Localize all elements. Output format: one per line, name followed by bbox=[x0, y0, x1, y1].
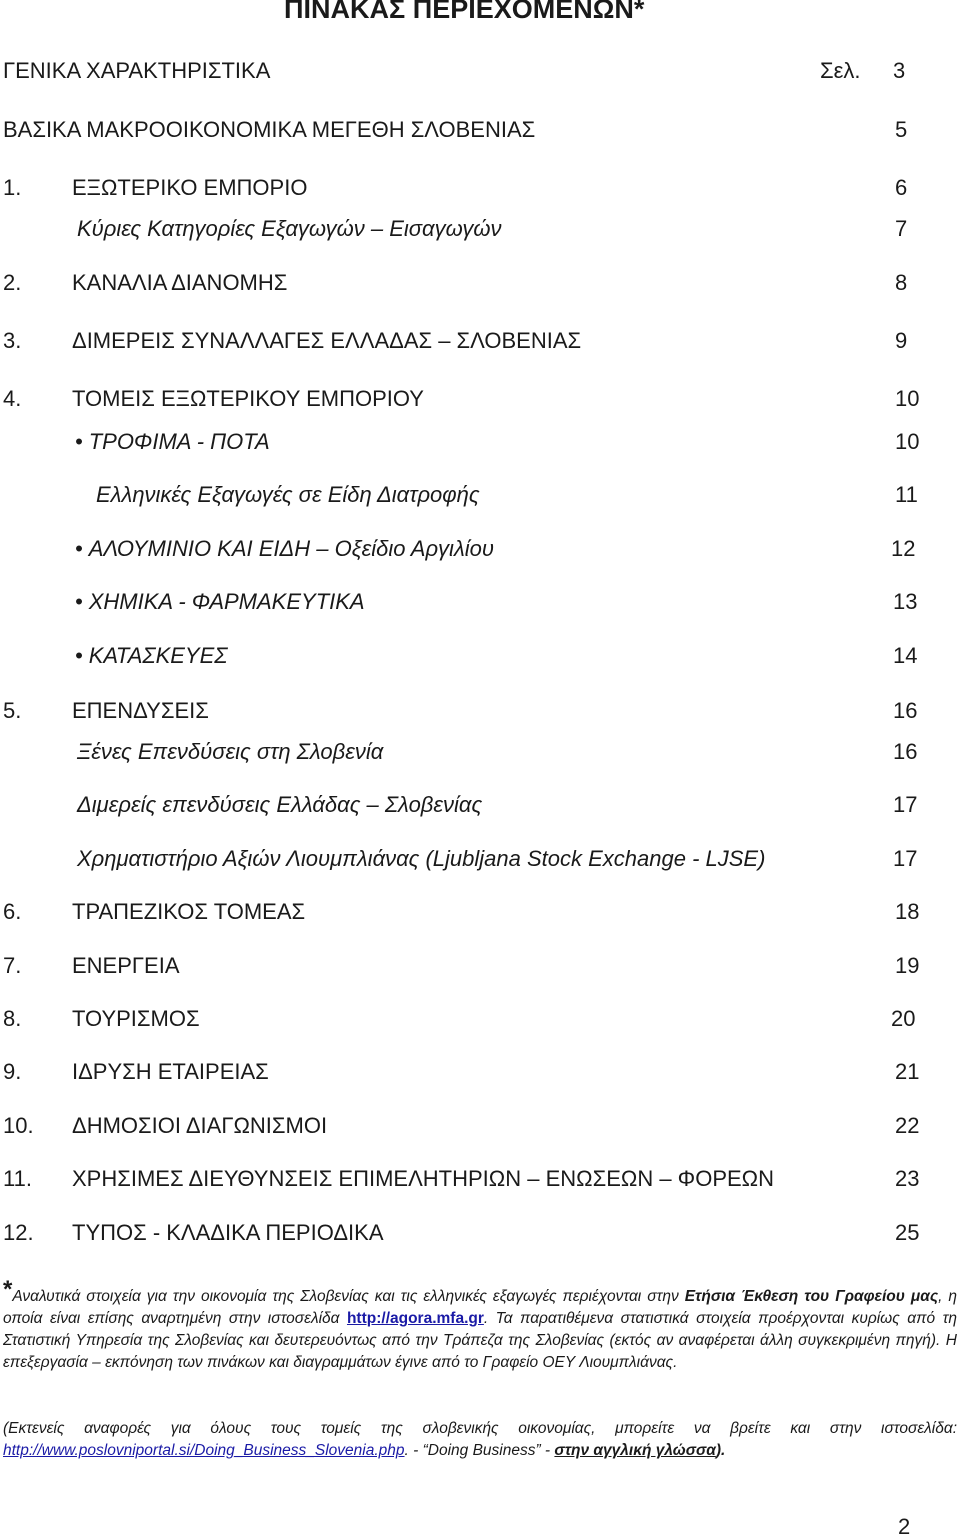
toc-page-number: 9 bbox=[895, 328, 908, 353]
page-number: 2 bbox=[898, 1514, 911, 1539]
toc-page-number: 7 bbox=[895, 216, 908, 241]
toc-subitem-export-import[interactable] bbox=[77, 216, 501, 242]
toc-subitem-bilateral-investments[interactable] bbox=[77, 792, 482, 818]
toc-item-label: ΕΠΕΝΔΥΣΕΙΣ bbox=[72, 698, 209, 723]
toc-page-number: 12 bbox=[891, 536, 916, 561]
toc-item-4[interactable] bbox=[3, 386, 424, 412]
toc-item-number: 3. bbox=[3, 328, 22, 353]
toc-item-label: ΑΛΟΥΜΙΝΙΟ ΚΑΙ ΕΙΔΗ – Οξείδιο Αργιλίου bbox=[88, 536, 494, 561]
bullet-icon: • bbox=[75, 429, 83, 454]
toc-item-label: ΚΑΝΑΛΙΑ ΔΙΑΝΟΜΗΣ bbox=[72, 270, 288, 295]
toc-item-number: 6. bbox=[3, 899, 22, 924]
toc-page-number: 19 bbox=[895, 953, 920, 978]
toc-item-number: 7. bbox=[3, 953, 22, 978]
toc-item-number: 11. bbox=[3, 1166, 32, 1191]
toc-subitem-construction[interactable] bbox=[75, 643, 227, 669]
toc-item-3[interactable] bbox=[3, 328, 581, 354]
footnote-doing-business: (Εκτενείς αναφορές για όλους τους τομείς της σλοβενικής οικονομίας, μπορείτε να βρείτε και στην ιστοσελίδα: http://www.poslovniportal.si/Doing_Business_Slovenia.php. - “Doing Business” - στην αγγλική γλώσσα). bbox=[3, 1420, 957, 1459]
toc-item-label: Ελληνικές Εξαγωγές σε Είδη Διατροφής bbox=[96, 482, 480, 507]
toc-item-label: ΚΑΤΑΣΚΕΥΕΣ bbox=[88, 643, 228, 668]
toc-item-label: ΤΥΠΟΣ - ΚΛΑΔΙΚΑ ΠΕΡΙΟΔΙΚΑ bbox=[72, 1220, 384, 1245]
toc-page-number: 3 bbox=[893, 58, 906, 83]
toc-item-11[interactable] bbox=[3, 1166, 774, 1192]
toc-item-label: ΔΙΜΕΡΕΙΣ ΣΥΝΑΛΛΑΓΕΣ ΕΛΛΑΔΑΣ – ΣΛΟΒΕΝΙΑΣ bbox=[72, 328, 582, 353]
toc-item-number: 9. bbox=[3, 1059, 22, 1084]
toc-item-number: 5. bbox=[3, 698, 22, 723]
toc-item-10[interactable] bbox=[3, 1113, 327, 1139]
toc-subitem-food[interactable] bbox=[75, 429, 270, 455]
footnote-star: * bbox=[3, 1276, 13, 1303]
poslovniportal-link[interactable]: http://www.poslovniportal.si/Doing_Business_Slovenia.php bbox=[3, 1442, 405, 1459]
toc-item-label: Κύριες Κατηγορίες Εξαγωγών – Εισαγωγών bbox=[77, 216, 502, 241]
toc-page-number: 22 bbox=[895, 1113, 920, 1138]
toc-item-label: Χρηματιστήριο Αξιών Λιουμπλιάνας (Ljubljana Stock Exchange - LJSE) bbox=[77, 846, 766, 871]
toc-page-number: 23 bbox=[895, 1166, 920, 1191]
toc-subitem-greek-food-exports[interactable] bbox=[96, 482, 480, 508]
toc-item-12[interactable] bbox=[3, 1220, 384, 1246]
toc-page-number: 13 bbox=[893, 589, 918, 614]
toc-item-5[interactable] bbox=[3, 698, 209, 724]
toc-page-number: 8 bbox=[895, 270, 908, 295]
toc-page-number: 10 bbox=[895, 386, 920, 411]
toc-item-label: ΧΡΗΣΙΜΕΣ ΔΙΕΥΘΥΝΣΕΙΣ ΕΠΙΜΕΛΗΤΗΡΙΩΝ – ΕΝΩΣΕΩΝ – ΦΟΡΕΩΝ bbox=[72, 1166, 775, 1191]
toc-page-number: 5 bbox=[895, 117, 908, 142]
toc-item-9[interactable] bbox=[3, 1059, 269, 1085]
toc-item-number: 1. bbox=[3, 175, 22, 200]
footnote-sources: *Αναλυτικά στοιχεία για την οικονομία της Σλοβενίας και τις ελληνικές εξαγωγές περιέχονται στην Ετήσια Έκθεση του Γραφείου μας, η οποία είναι επίσης αναρτημένη στην ιστοσελίδα http://agora.mfa.gr. Τα παρατιθέμενα στατιστικά στοιχεία προέρχονται κυρίως από τη Στατιστική Υπηρεσία της Σλοβενίας και δευτερευόντως από την Τράπεζα της Σλοβενίας (εκτός αν αναφέρεται άλλη συγκεκριμένη πηγή). Η επεξεργασία – εκπόνηση των πινάκων και διαγραμμάτων έγινε από το Γραφείο ΟΕΥ Λιουμπλιάνας. bbox=[3, 1276, 958, 1371]
toc-page-number: 18 bbox=[895, 899, 920, 924]
toc-page-prefix: Σελ. bbox=[820, 58, 861, 83]
toc-page-number: 16 bbox=[893, 698, 918, 723]
toc-subitem-stock-exchange[interactable] bbox=[77, 846, 765, 872]
toc-page-number: 25 bbox=[895, 1220, 920, 1245]
annual-report-title: Ετήσια Έκθεση του Γραφείου μας bbox=[684, 1288, 939, 1305]
toc-item-label: ΤΡΟΦΙΜΑ - ΠΟΤΑ bbox=[88, 429, 270, 454]
toc-subitem-aluminium[interactable] bbox=[75, 536, 494, 562]
toc-item-label: ΒΑΣΙΚΑ ΜΑΚΡΟΟΙΚΟΝΟΜΙΚΑ ΜΕΓΕΘΗ ΣΛΟΒΕΝΙΑΣ bbox=[3, 117, 536, 142]
toc-item-label: ΓΕΝΙΚΑ ΧΑΡΑΚΤΗΡΙΣΤΙΚΑ bbox=[3, 58, 271, 83]
toc-item-label: ΔΗΜΟΣΙΟΙ ΔΙΑΓΩΝΙΣΜΟΙ bbox=[72, 1113, 328, 1138]
toc-item-label: ΤΡΑΠΕΖΙΚΟΣ ΤΟΜΕΑΣ bbox=[72, 899, 306, 924]
toc-page-number: 14 bbox=[893, 643, 918, 668]
english-language-note: στην αγγλική γλώσσα bbox=[554, 1442, 716, 1459]
toc-item-number: 8. bbox=[3, 1006, 22, 1031]
toc-item-number: 4. bbox=[3, 386, 22, 411]
toc-item-6[interactable] bbox=[3, 899, 305, 925]
toc-item-8[interactable] bbox=[3, 1006, 200, 1032]
toc-item-number: 2. bbox=[3, 270, 22, 295]
toc-item-label: ΙΔΡΥΣΗ ΕΤΑΙΡΕΙΑΣ bbox=[72, 1059, 269, 1084]
toc-page-number: 17 bbox=[893, 846, 918, 871]
toc-subitem-foreign-investments[interactable] bbox=[77, 739, 383, 765]
toc-item-label: ΕΞΩΤΕΡΙΚΟ ΕΜΠΟΡΙΟ bbox=[72, 175, 308, 200]
bullet-icon: • bbox=[75, 589, 83, 614]
toc-subitem-chemicals[interactable] bbox=[75, 589, 365, 615]
toc-page-number: 17 bbox=[893, 792, 918, 817]
toc-item-number: 10. bbox=[3, 1113, 34, 1138]
toc-item-label: Ξένες Επενδύσεις στη Σλοβενία bbox=[77, 739, 384, 764]
page-title: ΠΙΝΑΚΑΣ ΠΕΡΙΕΧΟΜΕΝΩΝ* bbox=[284, 0, 645, 24]
toc-page-number: 16 bbox=[893, 739, 918, 764]
toc-page-number: 20 bbox=[891, 1006, 916, 1031]
toc-page-number: 11 bbox=[895, 482, 918, 507]
toc-item-general[interactable] bbox=[3, 58, 270, 84]
toc-page-number: 21 bbox=[895, 1059, 920, 1084]
toc-item-label: ΤΟΜΕΙΣ ΕΞΩΤΕΡΙΚΟΥ ΕΜΠΟΡΙΟΥ bbox=[72, 386, 424, 411]
toc-item-label: ΕΝΕΡΓΕΙΑ bbox=[72, 953, 180, 978]
toc-item-2[interactable] bbox=[3, 270, 287, 296]
bullet-icon: • bbox=[75, 643, 83, 668]
toc-page-number: 6 bbox=[895, 175, 908, 200]
toc-item-number: 12. bbox=[3, 1220, 34, 1245]
agora-link[interactable]: http://agora.mfa.gr bbox=[346, 1310, 484, 1327]
toc-item-7[interactable] bbox=[3, 953, 180, 979]
toc-item-label: Διμερείς επενδύσεις Ελλάδας – Σλοβενίας bbox=[77, 792, 483, 817]
toc-item-label: ΧΗΜΙΚΑ - ΦΑΡΜΑΚΕΥΤΙΚΑ bbox=[88, 589, 365, 614]
toc-item-macro[interactable] bbox=[3, 117, 535, 143]
toc-item-label: ΤΟΥΡΙΣΜΟΣ bbox=[72, 1006, 200, 1031]
bullet-icon: • bbox=[75, 536, 83, 561]
toc-page-number: 10 bbox=[895, 429, 920, 454]
toc-item-1[interactable] bbox=[3, 175, 307, 201]
